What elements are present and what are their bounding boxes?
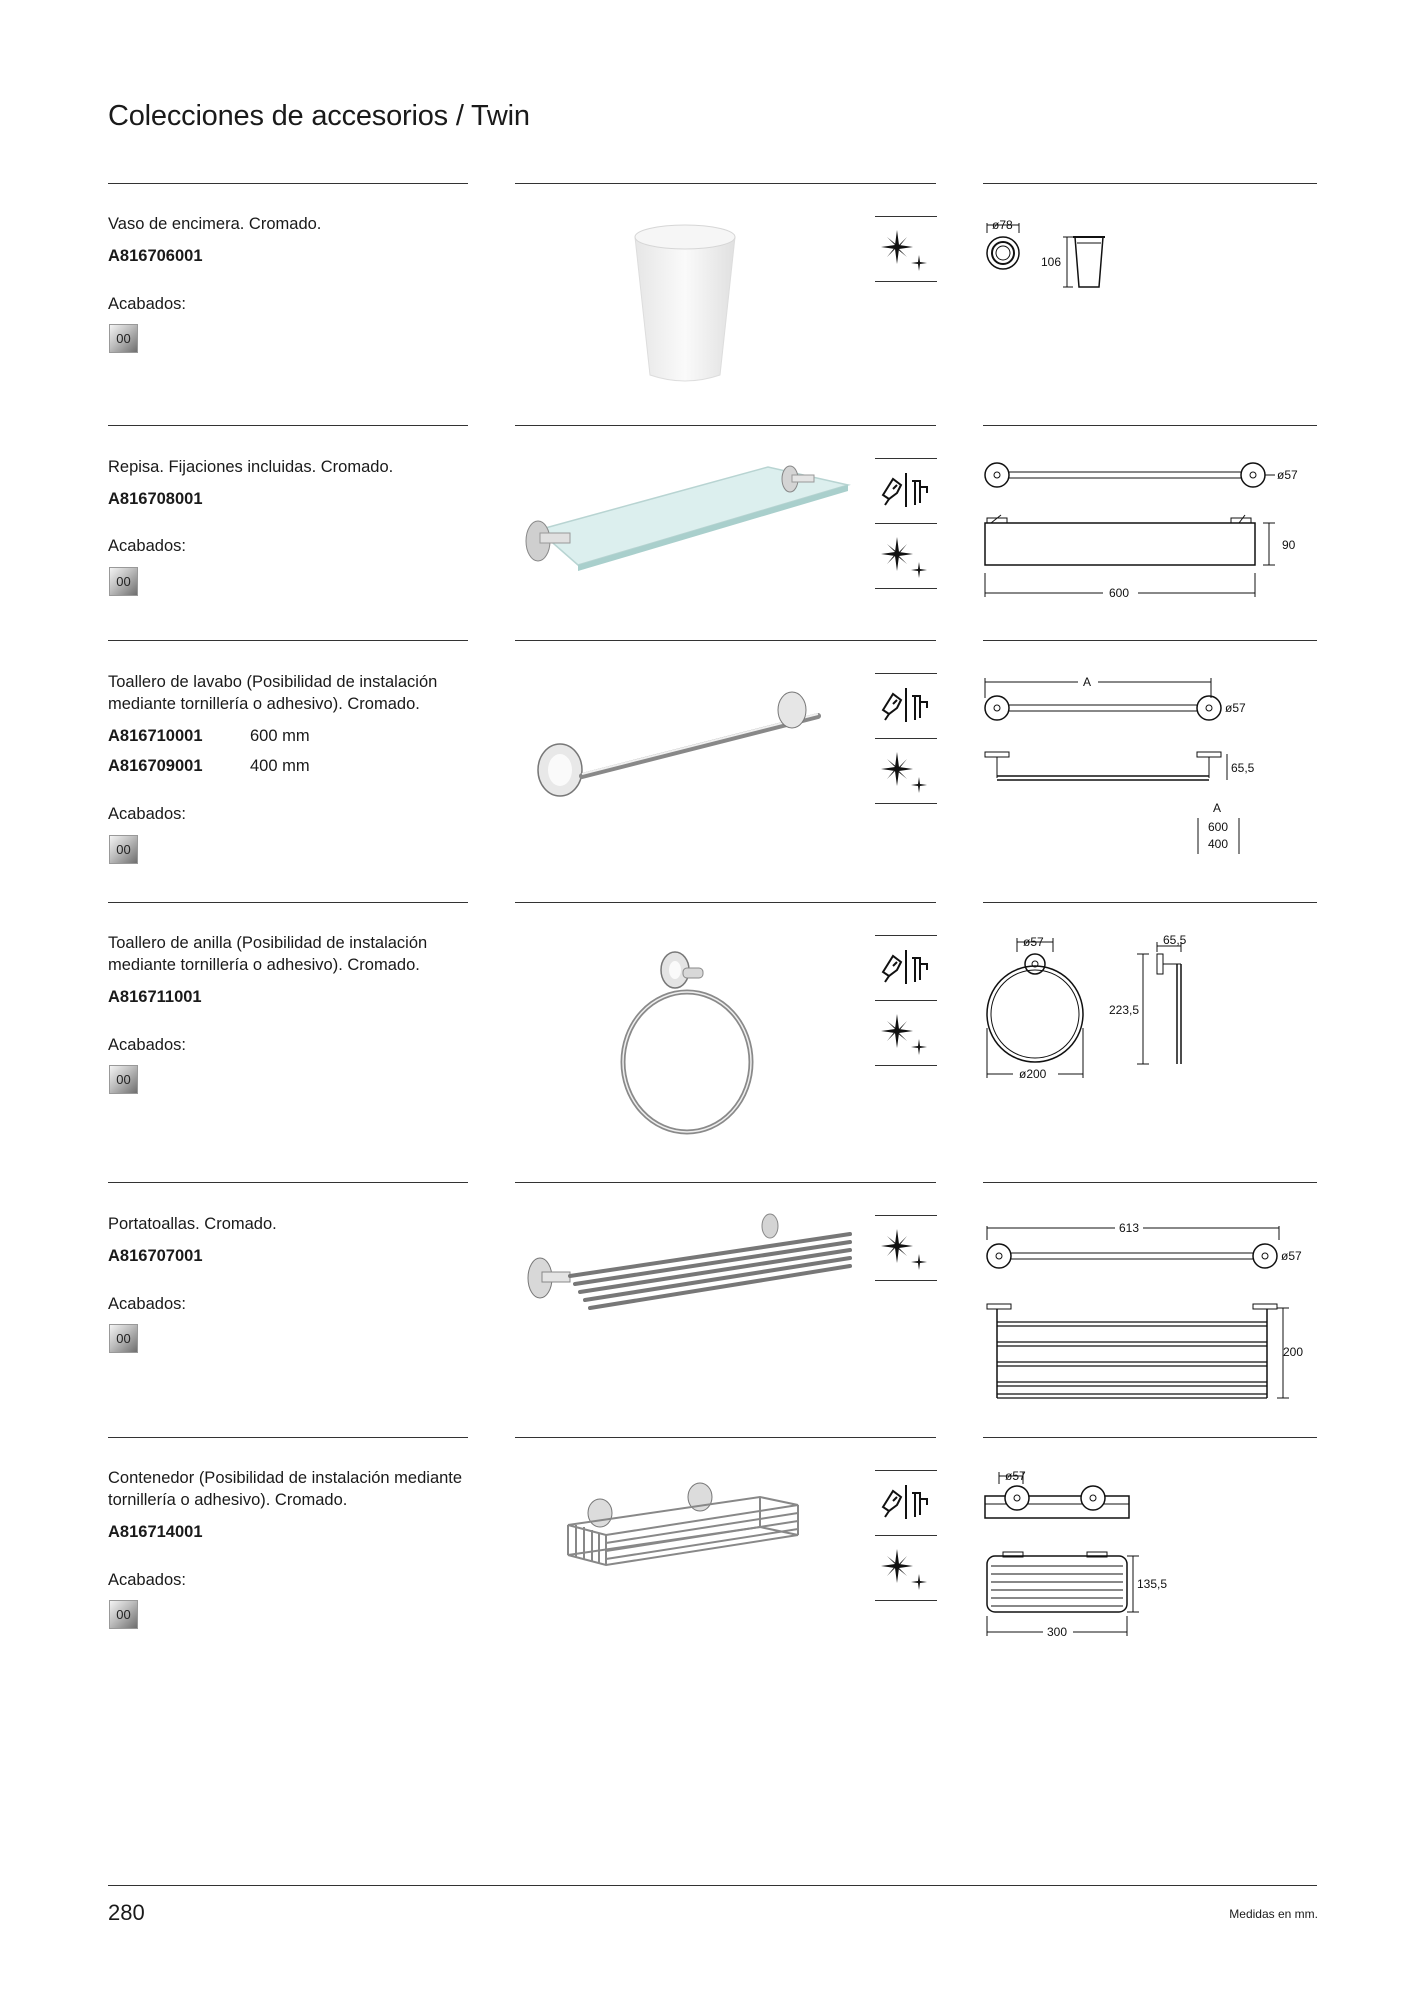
sparkle-icon (875, 739, 937, 803)
product-description: Portatoallas. Cromado. (108, 1215, 277, 1233)
size-table-value: 600 (1208, 820, 1229, 834)
dim-width: 600 (1109, 586, 1130, 600)
product-photo-towel-rack (520, 1212, 855, 1322)
feature-icons (875, 673, 937, 804)
dim-depth: 65,5 (1231, 761, 1255, 775)
product-description: Vaso de encimera. Cromado. (108, 215, 322, 233)
product-code: A816708001 (108, 490, 203, 508)
product-photo-basket (560, 1475, 810, 1595)
size-table-header: A (1213, 801, 1222, 815)
finishes-label: Acabados: (108, 805, 186, 823)
technical-drawing-glass (983, 215, 1133, 295)
dim-height: 90 (1282, 538, 1296, 552)
product-description: Toallero de lavabo (Posibilidad de instalación mediante tornillería o adhesivo). Cromado. (108, 673, 438, 713)
dim-width: 613 (1119, 1221, 1140, 1235)
variant-code: A816710001 (108, 727, 203, 745)
product-code: A816706001 (108, 247, 203, 265)
product-description: Toallero de anilla (Posibilidad de instalación mediante tornillería o adhesivo). Cromado. (108, 934, 428, 974)
dim-height: 135,5 (1137, 1577, 1168, 1591)
dim-ring-diameter: ø200 (1019, 1067, 1047, 1081)
product-description: Contenedor (Posibilidad de instalación mediante tornillería o adhesivo). Cromado. (108, 1469, 463, 1509)
screw-adhesive-fixing-icon (875, 1471, 937, 1535)
size-table-value: 400 (1208, 837, 1229, 851)
dim-diameter: ø57 (1277, 468, 1298, 482)
technical-drawing-basket (983, 1466, 1203, 1646)
dim-depth: 65,5 (1163, 933, 1187, 947)
finishes-label: Acabados: (108, 295, 186, 313)
product-photo-glass (620, 215, 750, 390)
finishes-label: Acabados: (108, 1036, 186, 1054)
finish-swatch-chrome[interactable]: 00 (109, 324, 138, 353)
dim-height: 200 (1283, 1345, 1303, 1359)
feature-icons (875, 216, 937, 282)
dim-height: 106 (1040, 255, 1061, 269)
finishes-label: Acabados: (108, 1571, 186, 1589)
page-title: Colecciones de accesorios / Twin (108, 100, 530, 132)
sparkle-icon (875, 217, 937, 281)
product-photo-towel-bar (530, 680, 840, 810)
screw-adhesive-fixing-icon (875, 936, 937, 1000)
finish-swatch-chrome[interactable]: 00 (109, 1324, 138, 1353)
dim-diameter: ø57 (1005, 1469, 1026, 1483)
product-photo-towel-ring (605, 940, 765, 1140)
dim-diameter: ø57 (1023, 935, 1044, 949)
dim-diameter: ø78 (992, 218, 1013, 232)
product-code: A816711001 (108, 988, 202, 1006)
technical-drawing-towel-ring (983, 928, 1233, 1098)
feature-icons (875, 458, 937, 589)
dim-length-label: A (1083, 675, 1092, 689)
finishes-label: Acabados: (108, 1295, 186, 1313)
variant-size: 600 mm (250, 727, 310, 745)
finishes-label: Acabados: (108, 537, 186, 555)
dim-diameter: ø57 (1281, 1249, 1302, 1263)
sparkle-icon (875, 524, 937, 588)
sparkle-icon (875, 1216, 937, 1280)
dim-width: 300 (1047, 1625, 1068, 1639)
finish-swatch-chrome[interactable]: 00 (109, 1065, 138, 1094)
product-description: Repisa. Fijaciones incluidas. Cromado. (108, 458, 394, 476)
technical-drawing-shelf (983, 455, 1303, 605)
feature-icons (875, 1215, 937, 1281)
technical-drawing-towel-rack (983, 1208, 1303, 1408)
screw-adhesive-fixing-icon (875, 674, 937, 738)
dim-height: 223,5 (1108, 1003, 1139, 1017)
product-code: A816707001 (108, 1247, 203, 1265)
page-number: 280 (108, 1900, 145, 1925)
variant-code: A816709001 (108, 757, 203, 775)
screw-adhesive-fixing-icon (875, 459, 937, 523)
units-footnote: Medidas en mm. (1229, 1907, 1318, 1921)
feature-icons (875, 1470, 937, 1601)
product-photo-shelf (518, 455, 853, 575)
product-code: A816714001 (108, 1523, 203, 1541)
finish-swatch-chrome[interactable]: 00 (109, 835, 138, 864)
technical-drawing-towel-bar (983, 668, 1303, 858)
sparkle-icon (875, 1536, 937, 1600)
variant-size: 400 mm (250, 757, 310, 775)
feature-icons (875, 935, 937, 1066)
dim-diameter: ø57 (1225, 701, 1246, 715)
sparkle-icon (875, 1001, 937, 1065)
finish-swatch-chrome[interactable]: 00 (109, 1600, 138, 1629)
finish-swatch-chrome[interactable]: 00 (109, 567, 138, 596)
